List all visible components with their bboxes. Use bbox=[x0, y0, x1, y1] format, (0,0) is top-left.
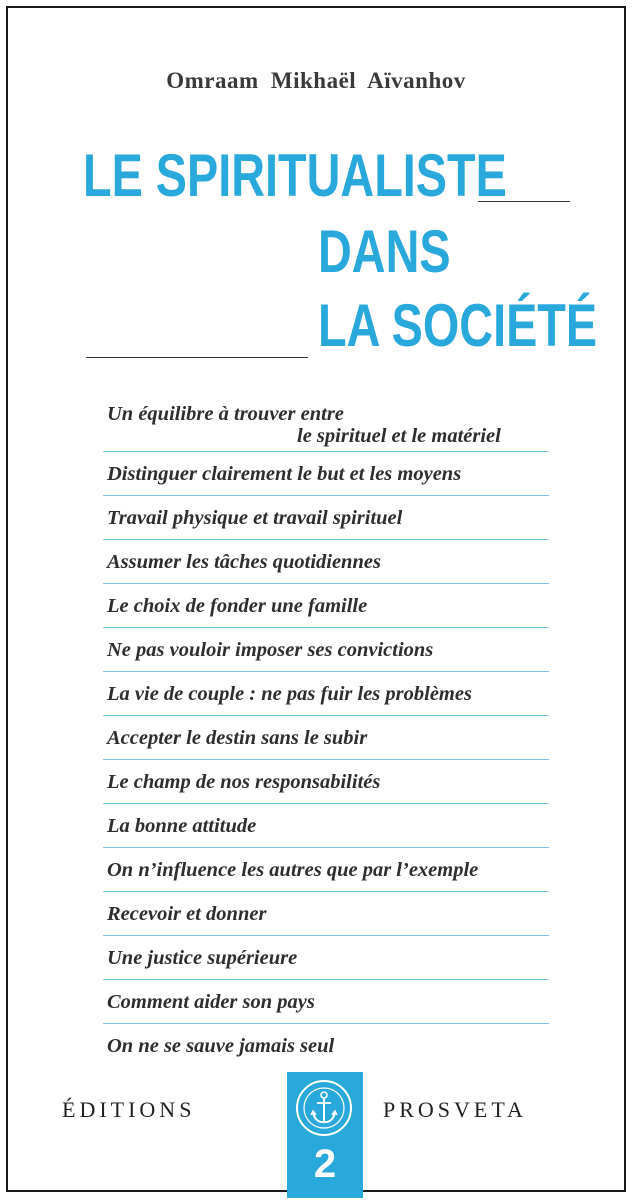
toc-item: Recevoir et donner bbox=[103, 892, 549, 936]
toc-item bbox=[103, 396, 549, 452]
toc-item: Ne pas vouloir imposer ses convictions bbox=[103, 628, 549, 672]
toc-item: On ne se sauve jamais seul bbox=[107, 1035, 335, 1057]
anchor-emblem-icon bbox=[296, 1080, 352, 1136]
title-line-2: DANS bbox=[318, 218, 451, 285]
title-line-1: LE SPIRITUALISTE bbox=[83, 142, 507, 209]
toc-item: Le choix de fonder une famille bbox=[103, 584, 549, 628]
volume-number: 2 bbox=[313, 1142, 337, 1186]
table-of-contents bbox=[103, 396, 549, 1068]
toc-item: Une justice supérieure bbox=[103, 936, 549, 980]
title-line-3: LA SOCIÉTÉ bbox=[318, 292, 598, 359]
toc-item: La bonne attitude bbox=[103, 804, 549, 848]
toc-item: Le champ de nos responsabilités bbox=[103, 760, 549, 804]
toc-item: La vie de couple : ne pas fuir les problèmes bbox=[103, 672, 549, 716]
toc-item: Travail physique et travail spirituel bbox=[103, 496, 549, 540]
publisher-left: ÉDITIONS bbox=[62, 1097, 196, 1122]
toc-item: Accepter le destin sans le subir bbox=[103, 716, 549, 760]
toc-item-line-1: Un équilibre à trouver entre bbox=[107, 403, 344, 425]
book-cover bbox=[6, 6, 626, 1192]
toc-item: On n’influence les autres que par l’exemple bbox=[103, 848, 549, 892]
publisher-right: PROSVETA bbox=[383, 1097, 527, 1122]
toc-item-line-2: le spirituel et le matériel bbox=[297, 425, 501, 447]
toc-item: Distinguer clairement le but et les moyens bbox=[103, 452, 549, 496]
toc-item: Comment aider son pays bbox=[103, 980, 549, 1024]
title-rule-right bbox=[478, 201, 570, 202]
author-name: Omraam Mikhaël Aïvanhov bbox=[166, 68, 466, 93]
publisher-logo bbox=[287, 1072, 363, 1198]
title-rule-left bbox=[86, 357, 308, 358]
toc-item: Assumer les tâches quotidiennes bbox=[103, 540, 549, 584]
